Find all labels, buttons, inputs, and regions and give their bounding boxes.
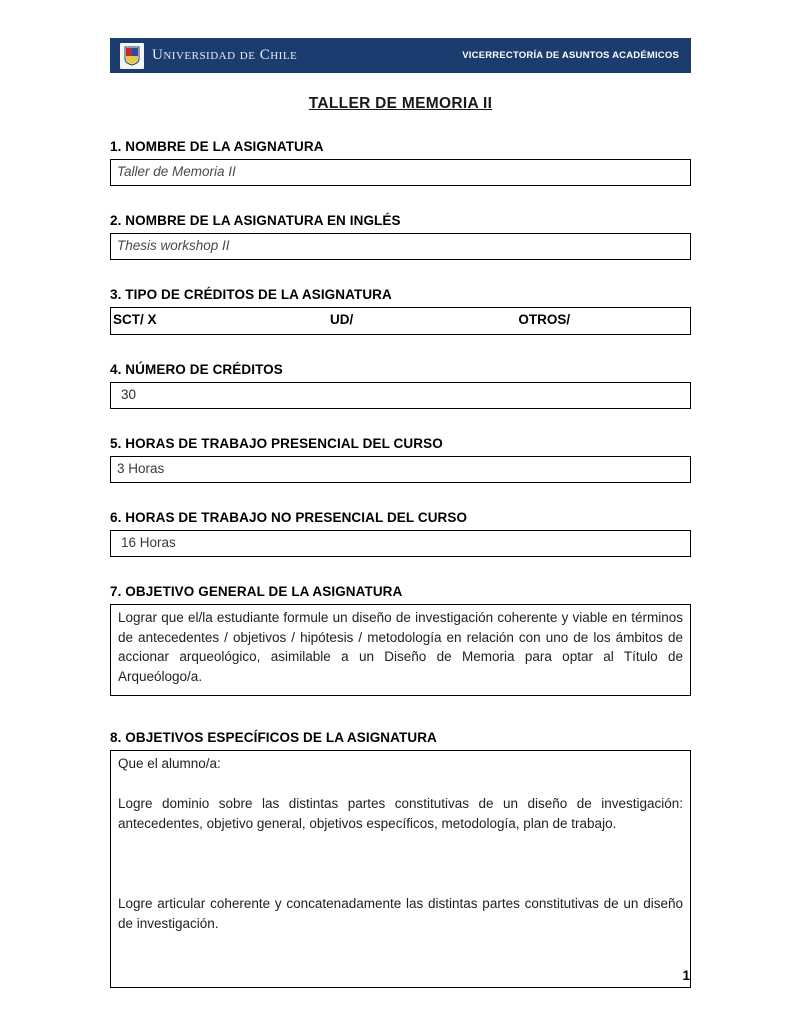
page-number: 1 [682,968,690,983]
section-tipo-creditos [110,287,691,334]
university-logo [120,43,144,69]
section-heading: 5. HORAS DE TRABAJO PRESENCIAL DEL CURSO [110,435,443,451]
field-objetivos-especificos [110,750,691,988]
section-heading: 8. OBJETIVOS ESPECÍFICOS DE LA ASIGNATURA [110,729,437,745]
section-horas-presencial [110,436,691,483]
section-objetivos-especificos [110,730,691,988]
section-nombre-ingles [110,213,691,260]
section-heading: 6. HORAS DE TRABAJO NO PRESENCIAL DEL CURSO [110,510,468,526]
section-heading: 4. NÚMERO DE CRÉDITOS [110,361,283,377]
crest-icon [124,46,140,66]
section-heading: 7. OBJETIVO GENERAL DE LA ASIGNATURA [110,584,403,600]
field-nombre-asignatura: Taller de Memoria II [110,159,691,186]
field-horas-no-presencial: 16 Horas [110,530,691,557]
objetivo-especifico-2: Logre articular coherente y concatenadamente las distintas partes constitutivas de un diseño de investigación. [118,896,683,931]
field-tipo-creditos [110,307,691,334]
section-heading: 2. NOMBRE DE LA ASIGNATURA EN INGLÉS [110,213,401,229]
university-name: Universidad de Chile [152,47,298,63]
field-nombre-ingles: Thesis workshop II [110,233,691,260]
objetivos-intro: Que el alumno/a: [118,755,221,771]
section-horas-no-presencial [110,510,691,557]
section-numero-creditos [110,362,691,409]
header-right [462,38,691,73]
section-nombre-asignatura [110,139,691,186]
vicerrectoria-label: VICERRECTORÍA DE ASUNTOS ACADÉMICOS [462,50,679,61]
credit-cell-sct: SCT/ X [113,312,157,328]
section-objetivo-general [110,584,691,695]
header-left [110,38,462,73]
field-objetivo-general: Lograr que el/la estudiante formule un diseño de investigación coherente y viable en términos de antecedentes / objetivos / hipótesis / metodología en relación con uno de los ámbitos de accionar arqueológico, asimilable a un Diseño de Memoria para optar al Título de Arqueólogo/a. [110,604,691,695]
section-heading: 3. TIPO DE CRÉDITOS DE LA ASIGNATURA [110,287,392,303]
university-header-bar [110,38,691,73]
document-title: TALLER DE MEMORIA II [308,95,493,112]
credit-cell-otros: OTROS/ [518,312,571,328]
field-numero-creditos: 30 [110,382,691,409]
objetivo-especifico-1: Logre dominio sobre las distintas partes constitutivas de un diseño de investigación: antecedentes, objetivo general, objetivos específicos, metodología, plan de trabajo. [118,796,683,831]
credit-cell-ud: UD/ [329,312,354,328]
field-horas-presencial: 3 Horas [110,456,691,483]
section-heading: 1. NOMBRE DE LA ASIGNATURA [110,139,324,154]
